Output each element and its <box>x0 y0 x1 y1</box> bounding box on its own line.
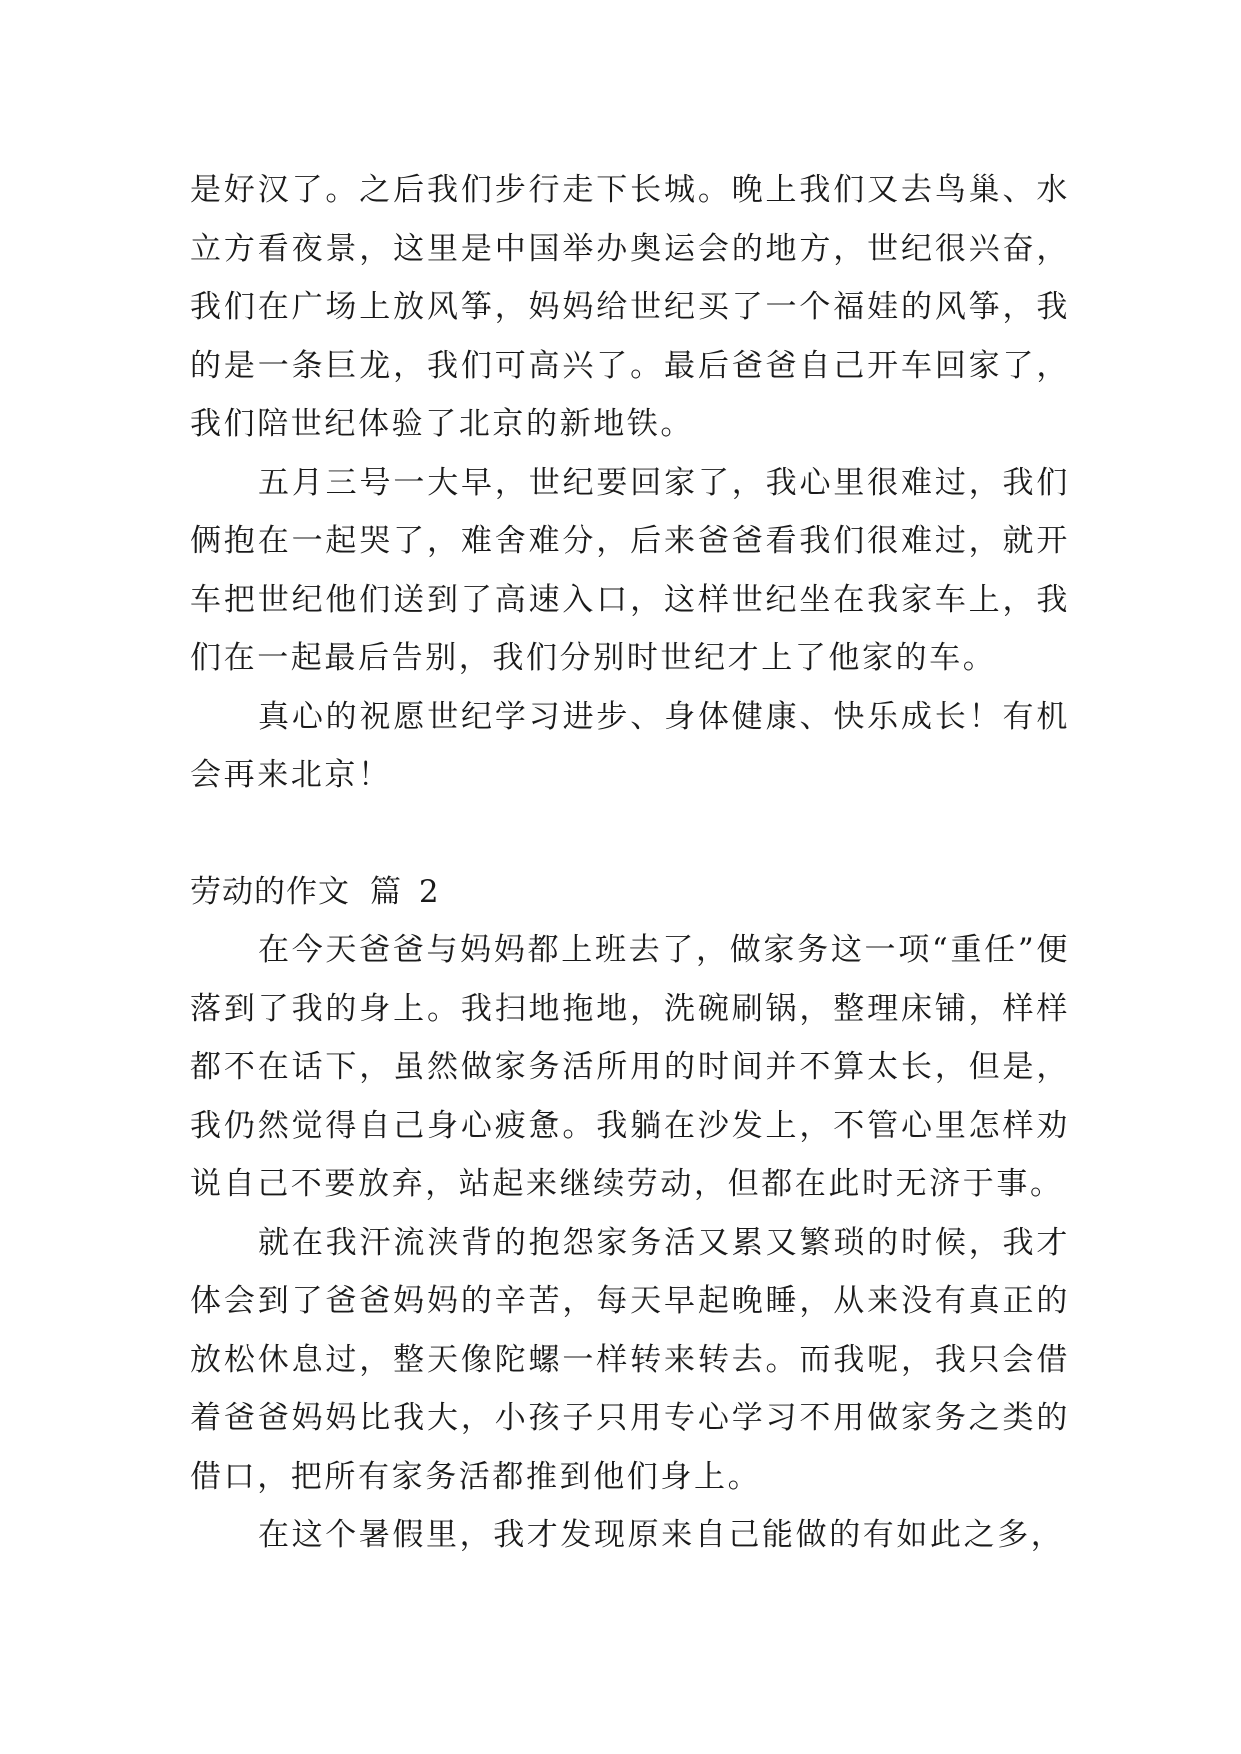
section-label: 篇 2 <box>370 873 440 910</box>
section-spacer <box>190 805 1070 863</box>
body-paragraph: 真心的祝愿世纪学习进步、身体健康、快乐成长！有机会再来北京！ <box>190 698 1070 793</box>
section-title: 劳动的作文 <box>190 873 350 910</box>
body-paragraph: 在这个暑假里，我才发现原来自己能做的有如此之多， <box>258 1517 1065 1553</box>
section-heading <box>190 863 1070 922</box>
body-paragraph: 五月三号一大早，世纪要回家了，我心里很难过，我们俩抱在一起哭了，难舍难分，后来爸爸看我们很难过，就开车把世纪他们送到了高速入口，这样世纪坐在我家车上，我们在一起最后告别，我们分别时世纪才上了他家的车。 <box>190 464 1070 676</box>
body-paragraph: 是好汉了。之后我们步行走下长城。晚上我们又去鸟巢、水立方看夜景，这里是中国举办奥运会的地方，世纪很兴奋，我们在广场上放风筝，妈妈给世纪买了一个福娃的风筝，我的是一条巨龙，我们可高兴了。最后爸爸自己开车回家了，我们陪世纪体验了北京的新地铁。 <box>190 172 1070 442</box>
body-paragraph: 就在我汗流浃背的抱怨家务活又累又繁琐的时候，我才体会到了爸爸妈妈的辛苦，每天早起晚睡，从来没有真正的放松休息过，整天像陀螺一样转来转去。而我呢，我只会借着爸爸妈妈比我大，小孩子只用专心学习不用做家务之类的借口，把所有家务活都推到他们身上。 <box>190 1224 1070 1495</box>
body-paragraph: 在今天爸爸与妈妈都上班去了，做家务这一项“重任”便落到了我的身上。我扫地拖地，洗碗刷锅，整理床铺，样样都不在话下，虽然做家务活所用的时间并不算太长，但是，我仍然觉得自己身心疲惫。我躺在沙发上，不管心里怎样劝说自己不要放弃，站起来继续劳动，但都在此时无济于事。 <box>190 932 1070 1202</box>
document-page <box>190 161 1070 1565</box>
